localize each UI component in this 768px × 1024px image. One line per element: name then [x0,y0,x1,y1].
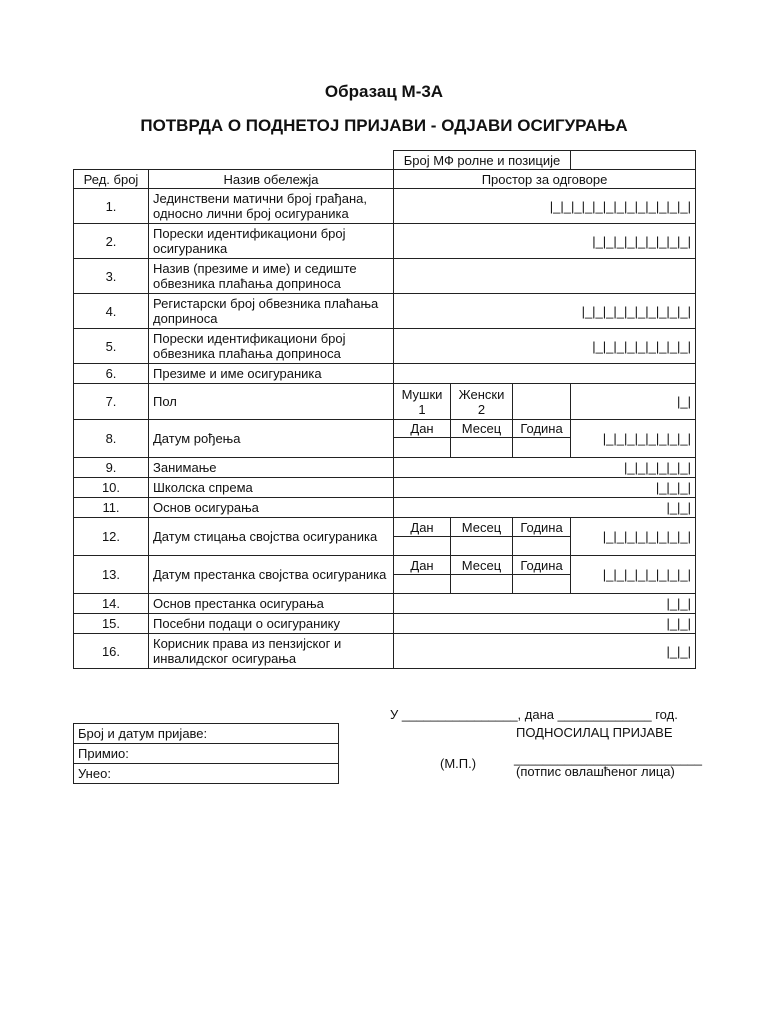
blank-cell [513,384,571,420]
year-input[interactable] [513,575,571,594]
row-num: 12. [74,518,149,556]
day-label: Дан [394,518,451,537]
row-num: 16. [74,634,149,669]
row-num: 8. [74,420,149,458]
form-title: ПОТВРДА О ПОДНЕТОЈ ПРИЈАВИ - ОДЈАВИ ОСИГУРАЊА [140,116,628,135]
row-label: Порески идентификациони број обвезника плаћања доприноса [149,329,394,364]
office-use-box [73,723,339,784]
table-row [74,189,696,224]
answer-field[interactable]: |_|_|_|_|_|_|_|_|_|_|_|_|_| [394,189,696,224]
row-label: Порески идентификациони број осигураника [149,224,394,259]
answer-field[interactable]: |_|_| [394,614,696,634]
month-label: Месец [451,556,513,575]
answer-field[interactable]: |_|_|_|_|_|_|_|_|_|_| [394,294,696,329]
month-input[interactable] [451,537,513,556]
year-label: Година [513,556,571,575]
gender-male-option[interactable] [394,384,451,420]
seal-label: (М.П.) [440,756,477,771]
year-label: Година [513,420,571,438]
day-label: Дан [394,420,451,438]
answer-field[interactable]: |_|_|_|_|_|_|_|_|_| [394,224,696,259]
blank-cell [74,151,394,170]
row-num: 1. [74,189,149,224]
table-row [74,458,696,478]
answer-field[interactable]: |_|_|_|_|_|_|_|_| [571,518,696,556]
answer-field[interactable] [394,259,696,294]
table-row [74,420,696,438]
row-label: Регистарски број обвезника плаћања доприноса [149,294,394,329]
row-label: Основ осигурања [149,498,394,518]
year-input[interactable] [513,438,571,458]
applicant-label: ПОДНОСИЛАЦ ПРИЈАВЕ [516,725,673,740]
answer-field[interactable]: |_|_|_|_|_|_|_|_| [571,556,696,594]
table-row [74,634,696,669]
month-label: Месец [451,420,513,438]
table-row [74,364,696,384]
received-field[interactable]: Број и датум пријаве: [74,724,339,744]
table-row [74,384,696,420]
row-label: Назив (презиме и име) и седиште обвезника плаћања доприноса [149,259,394,294]
row-label: Презиме и име осигураника [149,364,394,384]
row-num: 7. [74,384,149,420]
table-row [74,294,696,329]
table-row [74,329,696,364]
row-num: 5. [74,329,149,364]
row-num: 15. [74,614,149,634]
answer-field[interactable]: |_|_|_|_|_|_|_|_| [571,420,696,458]
row-label: Занимање [149,458,394,478]
row-label: Датум престанка својства осигураника [149,556,394,594]
row-num: 2. [74,224,149,259]
form-code: Образац М-3А [324,82,444,101]
answer-field[interactable]: |_|_| [394,634,696,669]
table-row [74,224,696,259]
row-num: 11. [74,498,149,518]
day-input[interactable] [394,575,451,594]
gender-female-option[interactable] [451,384,513,420]
answer-field[interactable]: |_|_| [394,498,696,518]
row-num: 4. [74,294,149,329]
row-num: 10. [74,478,149,498]
month-input[interactable] [451,575,513,594]
row-label: Јединствени матични број грађана, односно лични број осигураника [149,189,394,224]
gender-male-label: Мушки [401,386,443,402]
place-date-line[interactable]: У ________________, дана _____________ год. [390,707,678,722]
row-num: 6. [74,364,149,384]
table-row [74,498,696,518]
row-label: Школска спрема [149,478,394,498]
day-label: Дан [394,556,451,575]
month-input[interactable] [451,438,513,458]
signature-line[interactable]: __________________________ [514,751,702,766]
row-num: 14. [74,594,149,614]
form-table [73,150,696,669]
row-label: Датум рођења [149,420,394,458]
gender-female-code: 2 [477,401,486,417]
day-input[interactable] [394,438,451,458]
year-label: Година [513,518,571,537]
day-input[interactable] [394,537,451,556]
col-header-field: Назив обележја [149,170,394,189]
table-row [74,594,696,614]
answer-field[interactable]: |_| [571,384,696,420]
gender-male-code: 1 [418,401,426,417]
month-label: Месец [451,518,513,537]
table-row [74,518,696,537]
table-row [74,614,696,634]
signature-caption: (потпис овлашћеног лица) [516,764,675,779]
row-label: Корисник права из пензијског и инвалидског осигурања [149,634,394,669]
row-label: Посебни подаци о осигуранику [149,614,394,634]
row-label: Основ престанка осигурања [149,594,394,614]
table-row [74,478,696,498]
answer-field[interactable]: |_|_| [394,594,696,614]
row-num: 3. [74,259,149,294]
col-header-num: Ред. број [74,170,149,189]
row-num: 9. [74,458,149,478]
row-label: Пол [149,384,394,420]
mf-label: Број МФ ролне и позиције [394,151,571,170]
row-num: 13. [74,556,149,594]
answer-field[interactable]: |_|_|_| [394,478,696,498]
mf-input[interactable] [571,151,696,170]
gender-female-label: Женски [458,386,505,402]
table-row [74,556,696,575]
col-header-answer: Простор за одговоре [394,170,696,189]
table-row [74,259,696,294]
entered-field[interactable]: Унео: [74,764,339,784]
answer-field[interactable]: |_|_|_|_|_|_|_|_|_| [394,329,696,364]
accepted-field[interactable]: Примио: [74,744,339,764]
year-input[interactable] [513,537,571,556]
row-label: Датум стицања својства осигураника [149,518,394,556]
answer-field[interactable]: |_|_|_|_|_|_| [394,458,696,478]
answer-field[interactable] [394,364,696,384]
